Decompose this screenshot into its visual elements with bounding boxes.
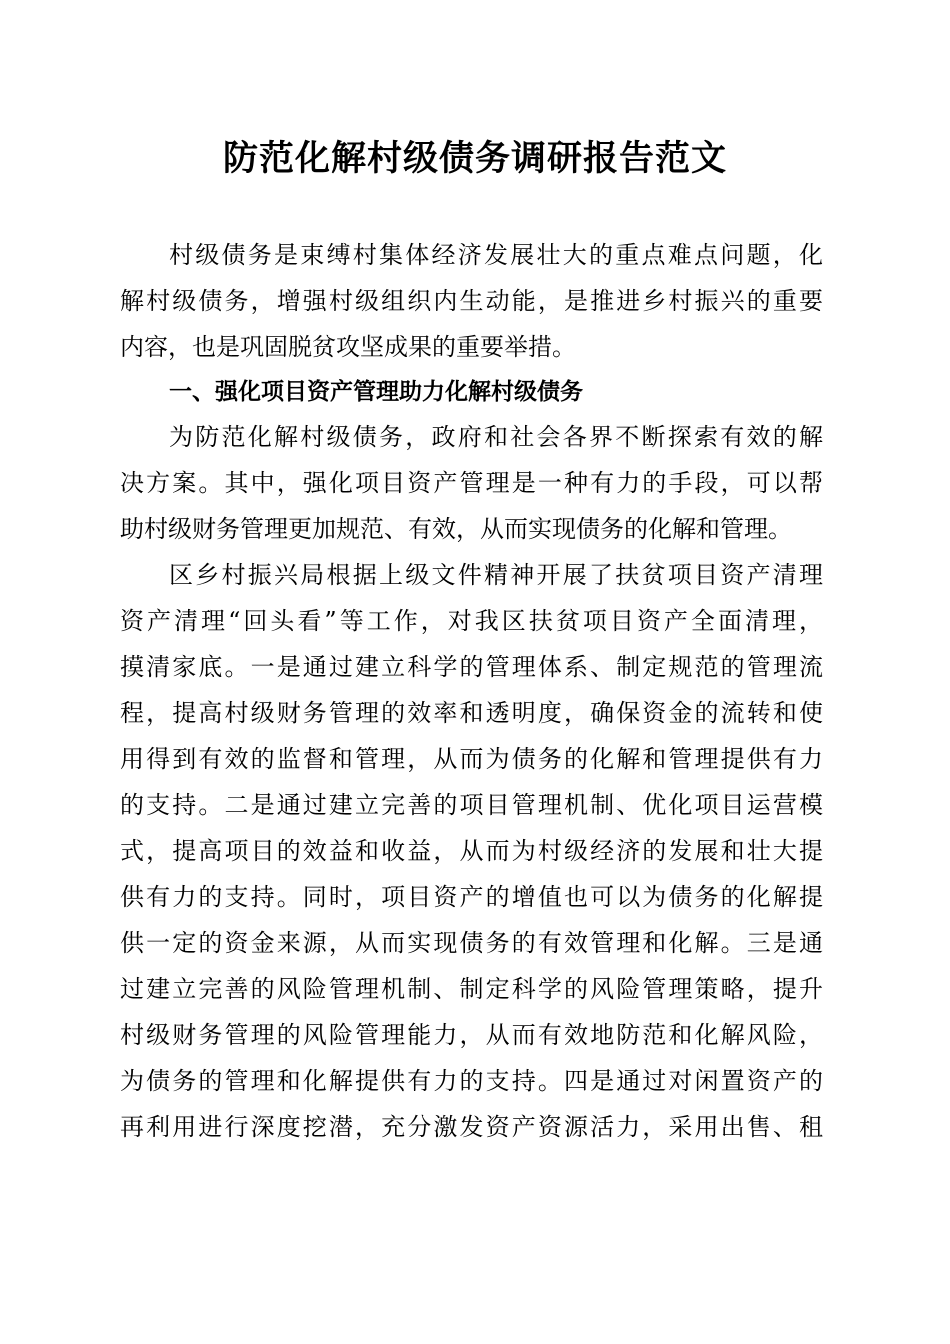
document-title: 防范化解村级债务调研报告范文	[222, 138, 727, 179]
text-line: 村级债务是束缚村集体经济发展壮大的重点难点问题，化	[169, 241, 823, 269]
document-body	[120, 232, 823, 1150]
text-line: 为债务的管理和化解提供有力的支持。四是通过对闲置资产的	[120, 1067, 823, 1095]
text-line: 村级财务管理的风险管理能力，从而有效地防范和化解风险，	[120, 1021, 823, 1049]
text-line: 供一定的资金来源，从而实现债务的有效管理和化解。三是通	[120, 929, 823, 957]
text-line: 再利用进行深度挖潜，充分激发资产资源活力，采用出售、租	[120, 1113, 823, 1141]
text-line: 过建立完善的风险管理机制、制定科学的风险管理策略，提升	[120, 975, 823, 1003]
text-line: 内容，也是巩固脱贫攻坚成果的重要举措。	[120, 333, 576, 361]
text-line: 决方案。其中，强化项目资产管理是一种有力的手段，可以帮	[120, 469, 823, 497]
section-heading: 一、强化项目资产管理助力化解村级债务	[169, 379, 583, 405]
text-line: 供有力的支持。同时，项目资产的增值也可以为债务的化解提	[120, 883, 823, 911]
text-line: 为防范化解村级债务，政府和社会各界不断探索有效的解	[169, 423, 823, 451]
text-line: 程，提高村级财务管理的效率和透明度，确保资金的流转和使	[120, 699, 823, 727]
text-line: 式，提高项目的效益和收益，从而为村级经济的发展和壮大提	[120, 837, 823, 865]
text-line: 区乡村振兴局根据上级文件精神开展了扶贫项目资产清理	[169, 561, 823, 589]
text-line: 资产清理“回头看”等工作，对我区扶贫项目资产全面清理，	[120, 607, 823, 635]
text-line: 摸清家底。一是通过建立科学的管理体系、制定规范的管理流	[120, 653, 823, 681]
text-line: 助村级财务管理更加规范、有效，从而实现债务的化解和管理。	[120, 515, 792, 543]
text-line: 用得到有效的监督和管理，从而为债务的化解和管理提供有力	[120, 745, 823, 773]
text-line: 的支持。二是通过建立完善的项目管理机制、优化项目运营模	[120, 791, 823, 819]
text-line: 解村级债务，增强村级组织内生动能，是推进乡村振兴的重要	[120, 287, 823, 315]
